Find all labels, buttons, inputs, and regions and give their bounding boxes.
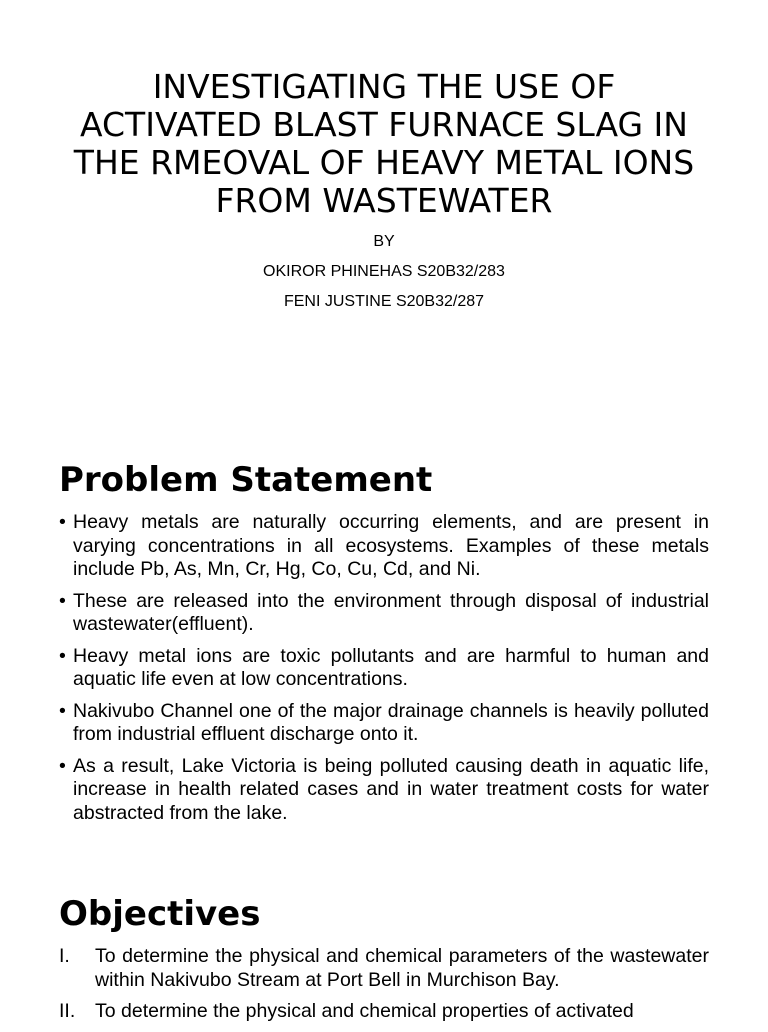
author-2: FENI JUSTINE S20B32/287 <box>283 293 485 310</box>
bullet-text: Heavy metals are naturally occurring elements, and are present in varying concentrations in all ecosystems. Examples of these metals include Pb, As, Mn, Cr, Hg, Co, Cu, Cd, and Ni. <box>73 511 709 580</box>
objectives-list <box>59 945 709 1032</box>
objective-number: II. <box>59 1000 76 1022</box>
list-item <box>59 511 709 582</box>
document-title: INVESTIGATING THE USE OF ACTIVATED BLAST FURNACE SLAG IN THE RMEOVAL OF HEAVY METAL IONS FROM WASTEWATER <box>73 67 695 220</box>
bullet-text: These are released into the environment through disposal of industrial wastewater(effluent). <box>73 589 709 635</box>
list-item <box>59 645 709 692</box>
bullet-icon: • <box>59 589 66 612</box>
bullet-icon: • <box>59 511 66 533</box>
bullet-text: Heavy metal ions are toxic pollutants and are harmful to human and aquatic life even at low concentrations. <box>73 644 709 690</box>
objective-number: I. <box>59 945 70 967</box>
title-block <box>60 68 708 312</box>
list-item <box>59 590 709 637</box>
list-item <box>59 945 709 992</box>
objective-text: To determine the physical and chemical parameters of the wastewater within Nakivubo Stream at Port Bell in Murchison Bay. <box>95 945 709 991</box>
bullet-text: Nakivubo Channel one of the major drainage channels is heavily polluted from industrial effluent discharge onto it. <box>73 699 709 745</box>
objectives-heading: Objectives <box>59 894 261 934</box>
list-item <box>59 700 709 747</box>
bullet-text: As a result, Lake Victoria is being polluted causing death in aquatic life, increase in health related cases and in water treatment costs for water abstracted from the lake. <box>73 754 709 824</box>
list-item <box>59 755 709 826</box>
author-1: OKIROR PHINEHAS S20B32/283 <box>263 263 505 280</box>
problem-statement-list <box>59 511 709 833</box>
bullet-icon: • <box>59 754 66 777</box>
bullet-icon: • <box>59 644 66 667</box>
problem-statement-heading: Problem Statement <box>59 460 433 500</box>
by-label: BY <box>373 233 395 250</box>
bullet-icon: • <box>59 699 66 722</box>
list-item <box>59 1000 709 1024</box>
objective-text: To determine the physical and chemical properties of activated <box>95 1000 634 1022</box>
